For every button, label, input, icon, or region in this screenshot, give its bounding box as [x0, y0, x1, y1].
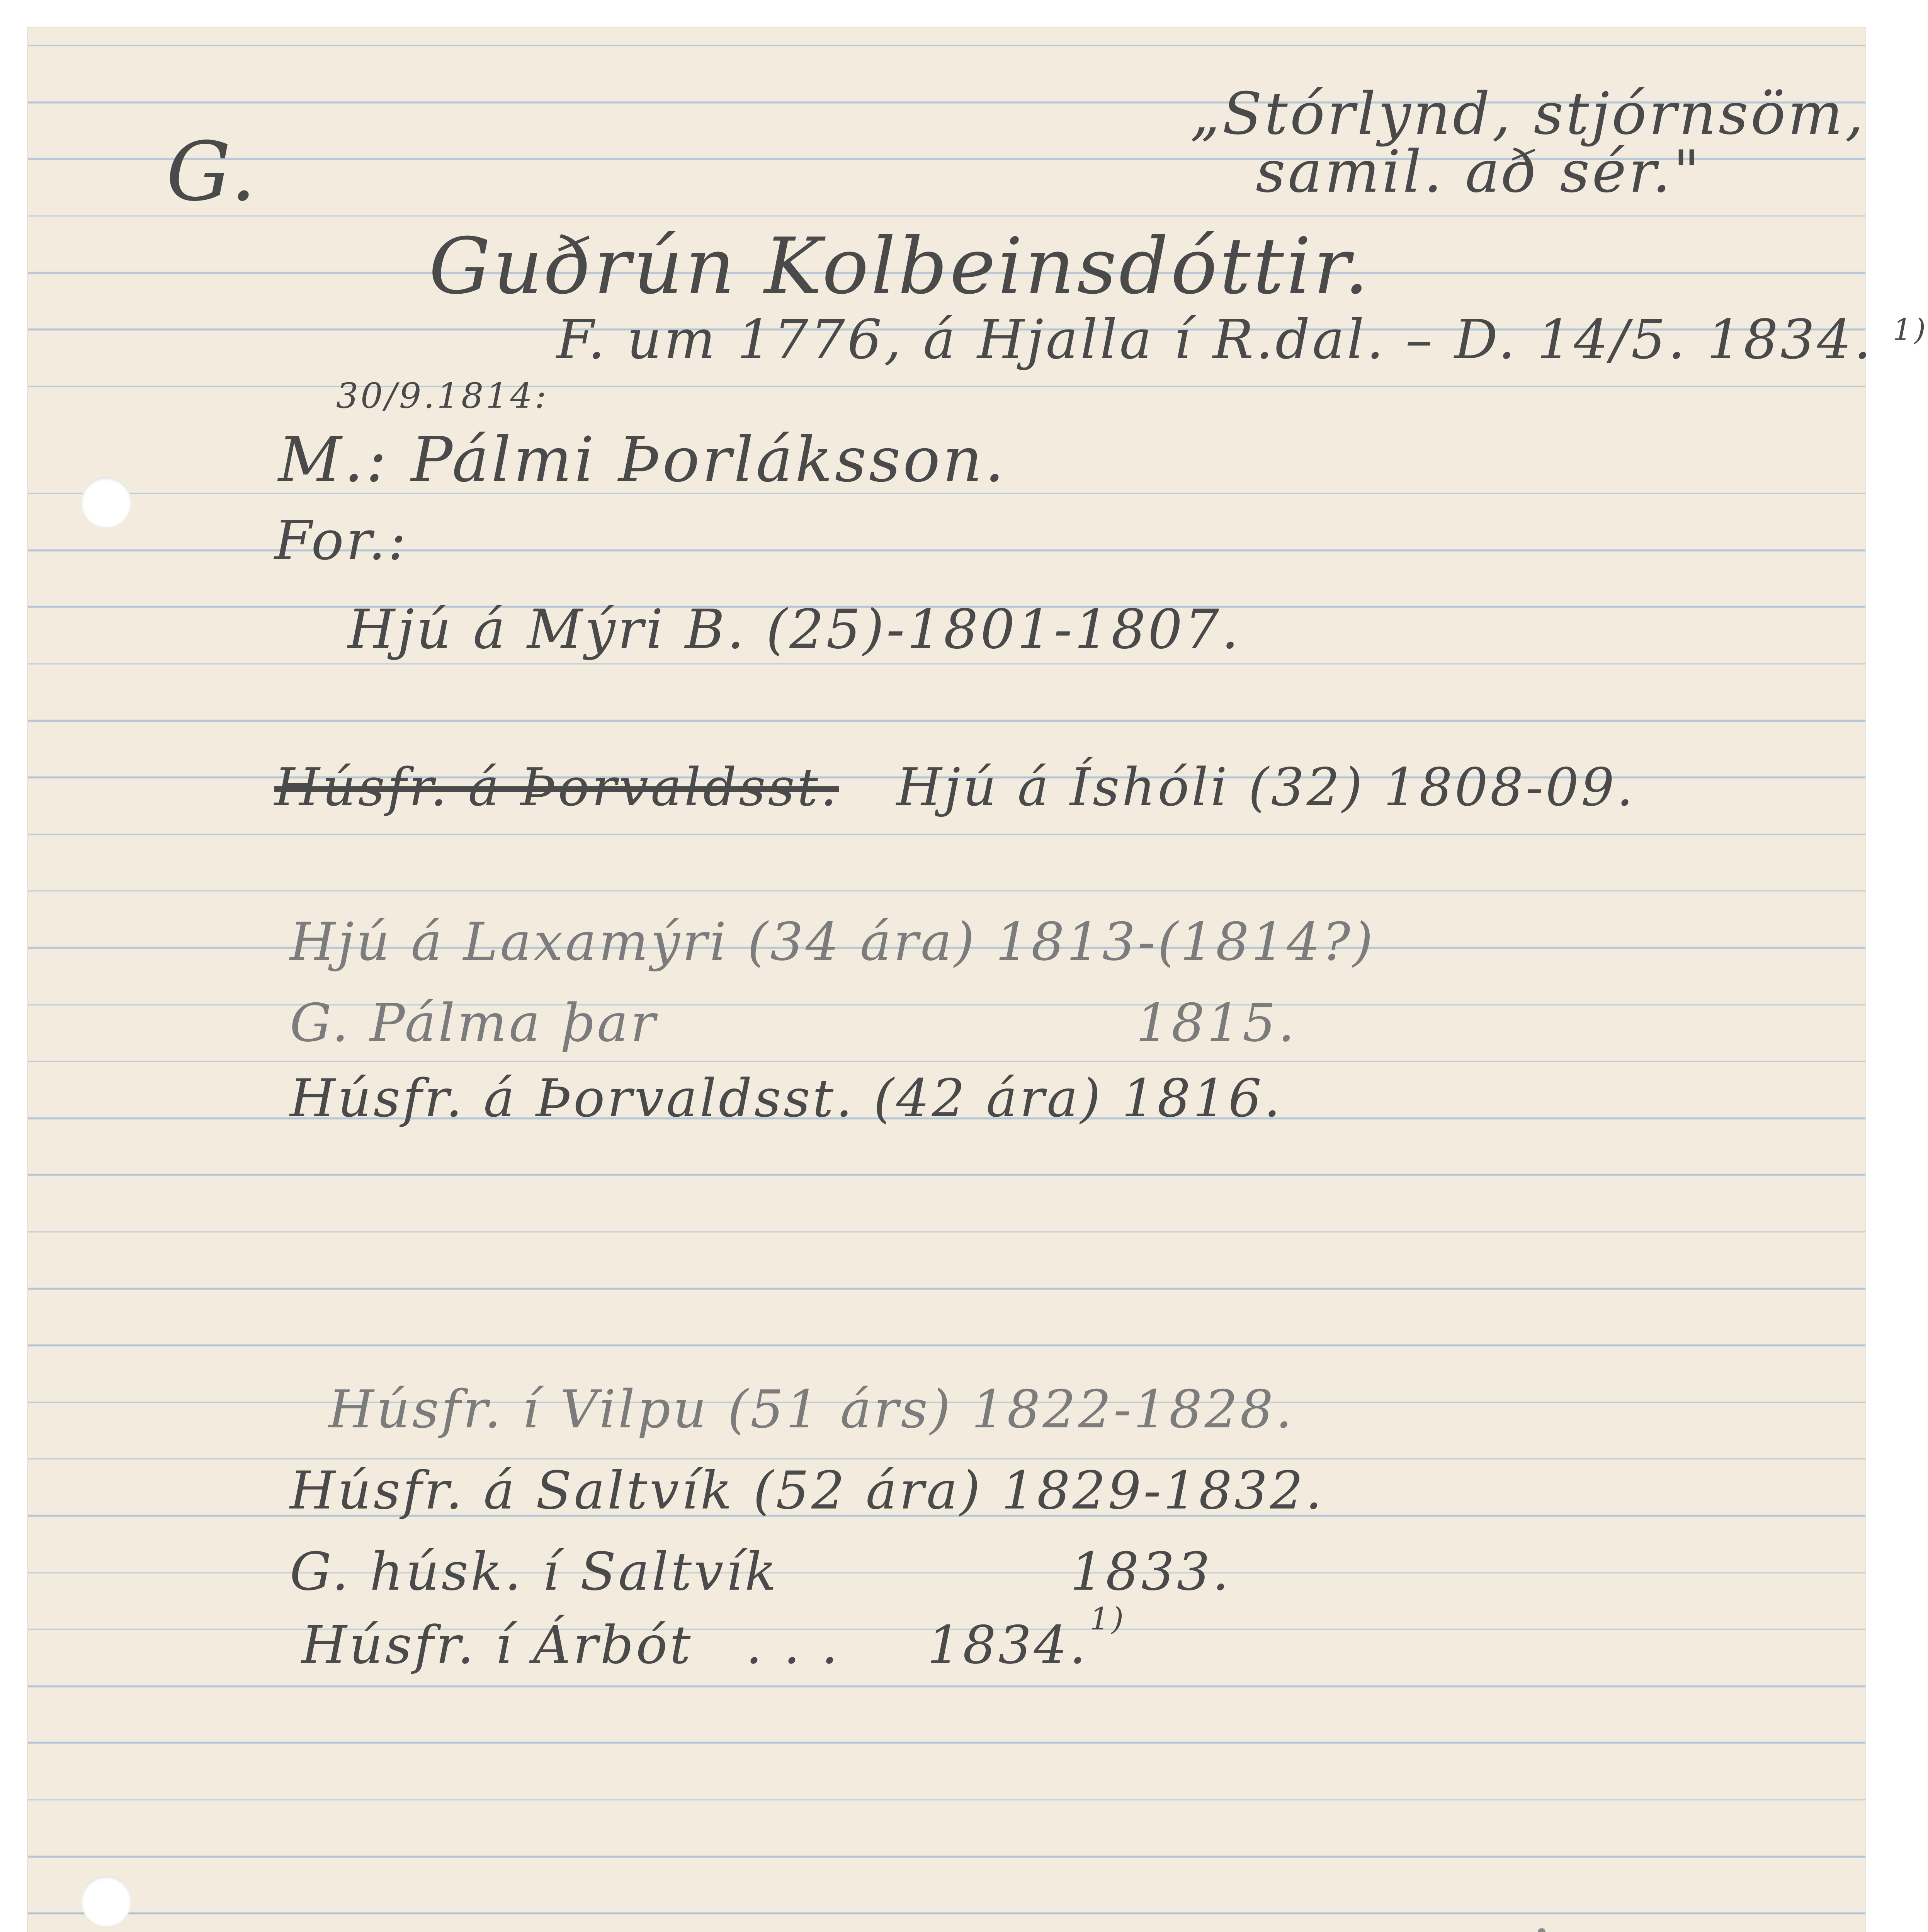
ink-speck [1538, 1928, 1545, 1932]
entry-arbot: Húsfr. í Árbót [301, 1615, 693, 1675]
punch-hole-top [81, 477, 131, 527]
entry-saltvik: Húsfr. á Saltvík (52 ára) 1829-1832. [290, 1460, 1324, 1521]
entry-gpalma: G. Pálma þar [290, 993, 658, 1053]
entry-gpalma-year: 1815. [1136, 993, 1297, 1053]
entry-husk-saltvik: G. húsk. í Saltvík [290, 1541, 779, 1602]
entry-arbot-year: 1834. [927, 1615, 1088, 1675]
birth-death-line [556, 308, 1928, 371]
punch-hole-bottom [81, 1876, 131, 1926]
entry-isholi: Hjú á Íshóli (32) 1808-09. [896, 757, 1636, 818]
notebook-page [27, 27, 1928, 1932]
entry-thorvaldsst: Húsfr. á Þorvaldsst. (42 ára) 1816. [290, 1068, 1283, 1129]
entry-vilpu: Húsfr. í Vilpu (51 árs) 1822-1828. [328, 1379, 1295, 1440]
quote-line-1: „Stórlynd, stjórnsöm, [1190, 80, 1866, 148]
birth-death-text: F. um 1776, á Hjalla í R.dal. – D. 14/5. 1834. [556, 308, 1874, 371]
entry-husk-year: 1833. [1070, 1541, 1231, 1602]
section-label: For.: [274, 509, 408, 572]
person-name: Guðrún Kolbeinsdóttir. [429, 221, 1371, 311]
entry-arbot-ref: 1) [1090, 1601, 1126, 1637]
marriage-date: 30/9.1814: [336, 376, 549, 416]
index-letter: G. [166, 124, 259, 219]
entry-myri: Hjú á Mýri B. (25)-1801-1807. [348, 598, 1241, 661]
entry-laxamyri: Hjú á Laxamýri (34 ára) 1813-(1814?) [290, 912, 1375, 972]
entry-struck: Húsfr. á Þorvaldsst. [274, 757, 839, 818]
quote-line-2: samil. að sér." [1256, 138, 1702, 206]
birth-ref: 1) [1893, 313, 1928, 347]
entry-arbot-dots: . . . [746, 1615, 840, 1675]
spouse-line: M.: Pálmi Þorláksson. [278, 423, 1007, 496]
